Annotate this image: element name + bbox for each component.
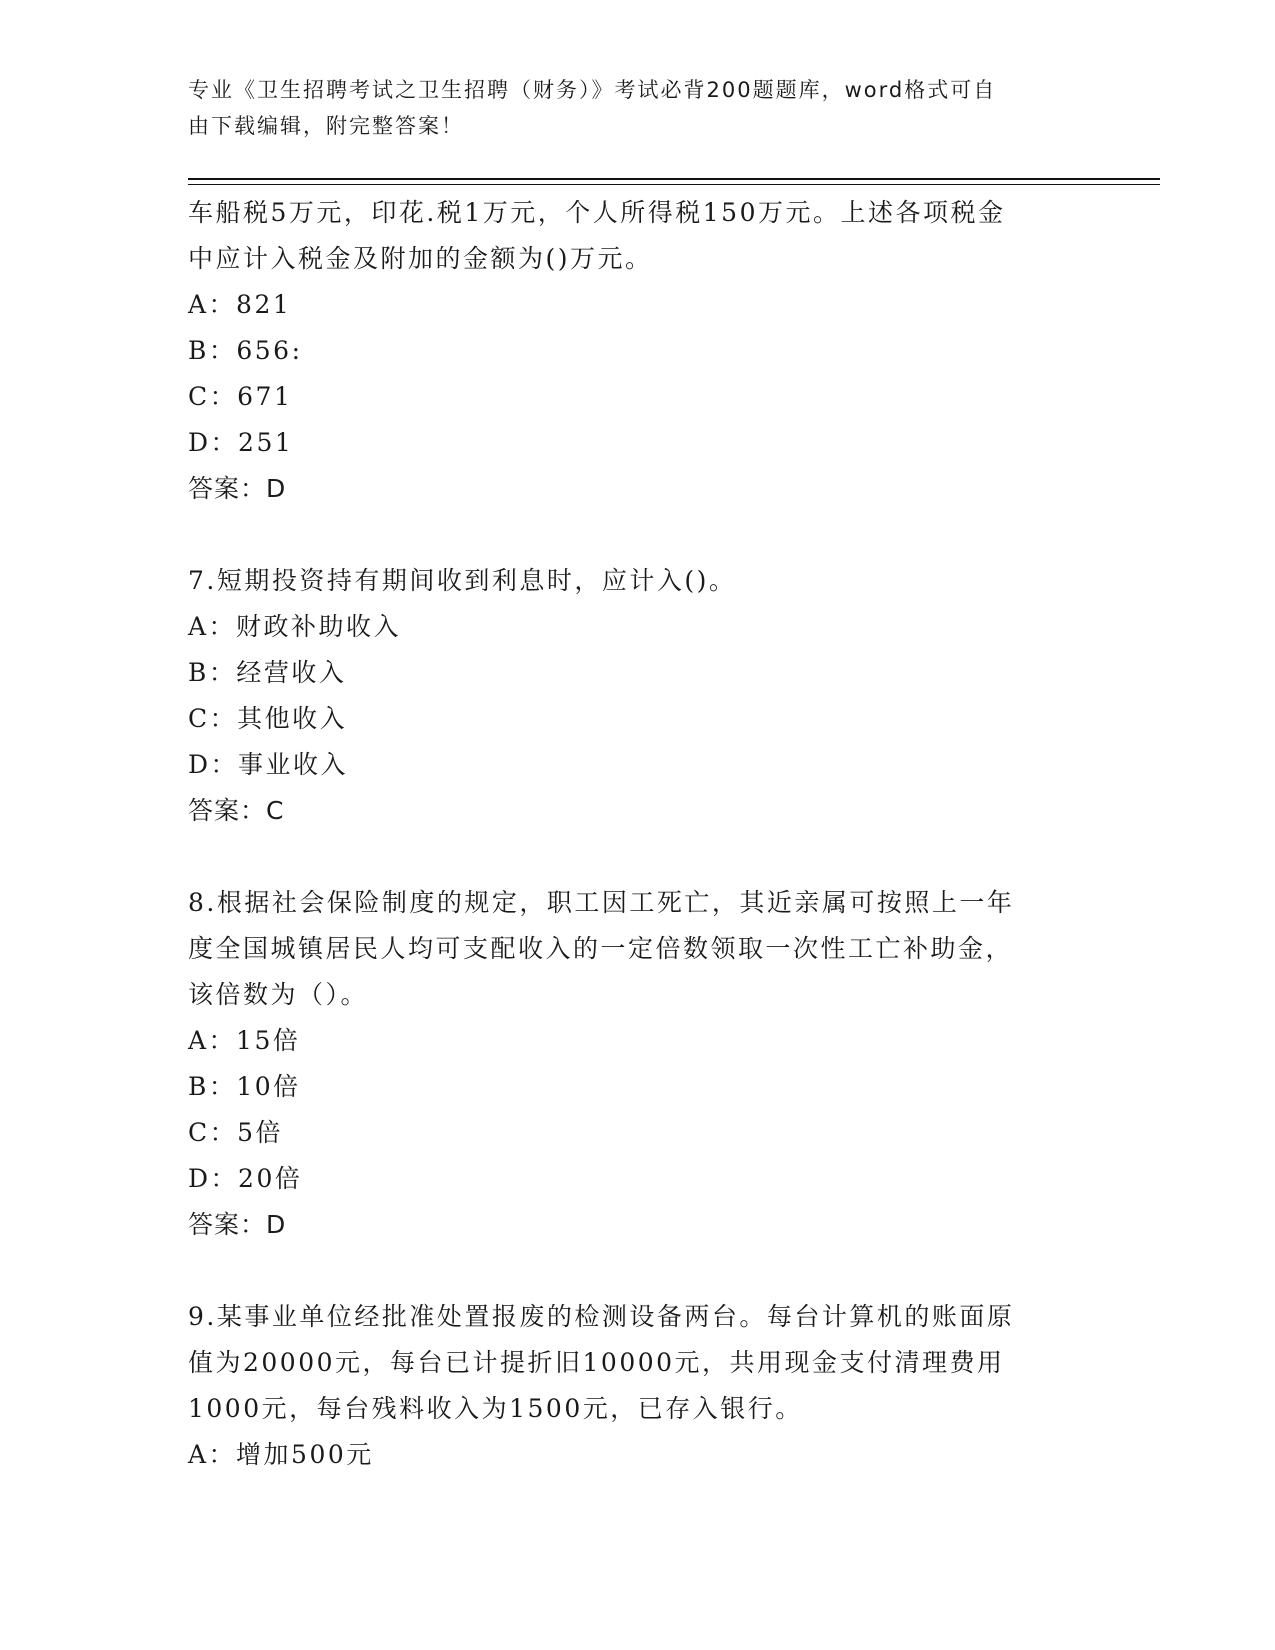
document-header — [188, 72, 1088, 144]
answer-line: 答案：C — [188, 796, 285, 825]
spacer — [188, 834, 1088, 880]
question-stem-line: 值为20000元，每台已计提折旧10000元，共用现金支付清理费用 — [188, 1348, 1005, 1377]
question-stem-line: 中应计入税金及附加的金额为()万元。 — [188, 244, 653, 273]
option-d: D：251 — [188, 428, 294, 457]
question-stem-line: 7.短期投资持有期间收到利息时，应计入()。 — [188, 566, 737, 595]
option-b: B：656: — [188, 336, 303, 365]
spacer — [188, 1248, 1088, 1294]
option-b: B：经营收入 — [188, 658, 347, 687]
question-8 — [188, 880, 1088, 1248]
answer-line: 答案：D — [188, 474, 287, 503]
question-stem-line: 度全国城镇居民人均可支配收入的一定倍数领取一次性工亡补助金， — [188, 934, 1014, 963]
question-stem-line: 1000元，每台残料收入为1500元，已存入银行。 — [188, 1394, 803, 1423]
option-c: C：其他收入 — [188, 704, 348, 733]
question-stem-line: 9.某事业单位经批准处置报废的检测设备两台。每台计算机的账面原 — [188, 1302, 1015, 1331]
option-c: C：671 — [188, 382, 293, 411]
option-d: D：事业收入 — [188, 750, 349, 779]
question-stem-line: 该倍数为（）。 — [188, 980, 369, 1009]
option-a: A：15倍 — [188, 1026, 301, 1055]
header-divider-thick — [188, 178, 1160, 180]
question-7 — [188, 558, 1088, 834]
option-b: B：10倍 — [188, 1072, 301, 1101]
option-a: A：821 — [188, 290, 292, 319]
header-divider-thin — [188, 184, 1160, 185]
header-line-1: 专业《卫生招聘考试之卫生招聘（财务）》考试必背200题题库，word格式可自 — [188, 78, 997, 102]
question-stem-line: 车船税5万元，印花.税1万元，个人所得税150万元。上述各项税金 — [188, 198, 1006, 227]
option-d: D：20倍 — [188, 1164, 303, 1193]
question-stem-line: 8.根据社会保险制度的规定，职工因工死亡，其近亲属可按照上一年 — [188, 888, 1015, 917]
question-9 — [188, 1294, 1088, 1478]
document-body — [188, 190, 1088, 1478]
option-c: C：5倍 — [188, 1118, 284, 1147]
option-a: A：增加500元 — [188, 1440, 374, 1469]
header-line-2: 由下载编辑，附完整答案！ — [188, 114, 464, 138]
answer-line: 答案：D — [188, 1210, 287, 1239]
question-6 — [188, 190, 1088, 512]
spacer — [188, 512, 1088, 558]
option-a: A：财政补助收入 — [188, 612, 402, 641]
